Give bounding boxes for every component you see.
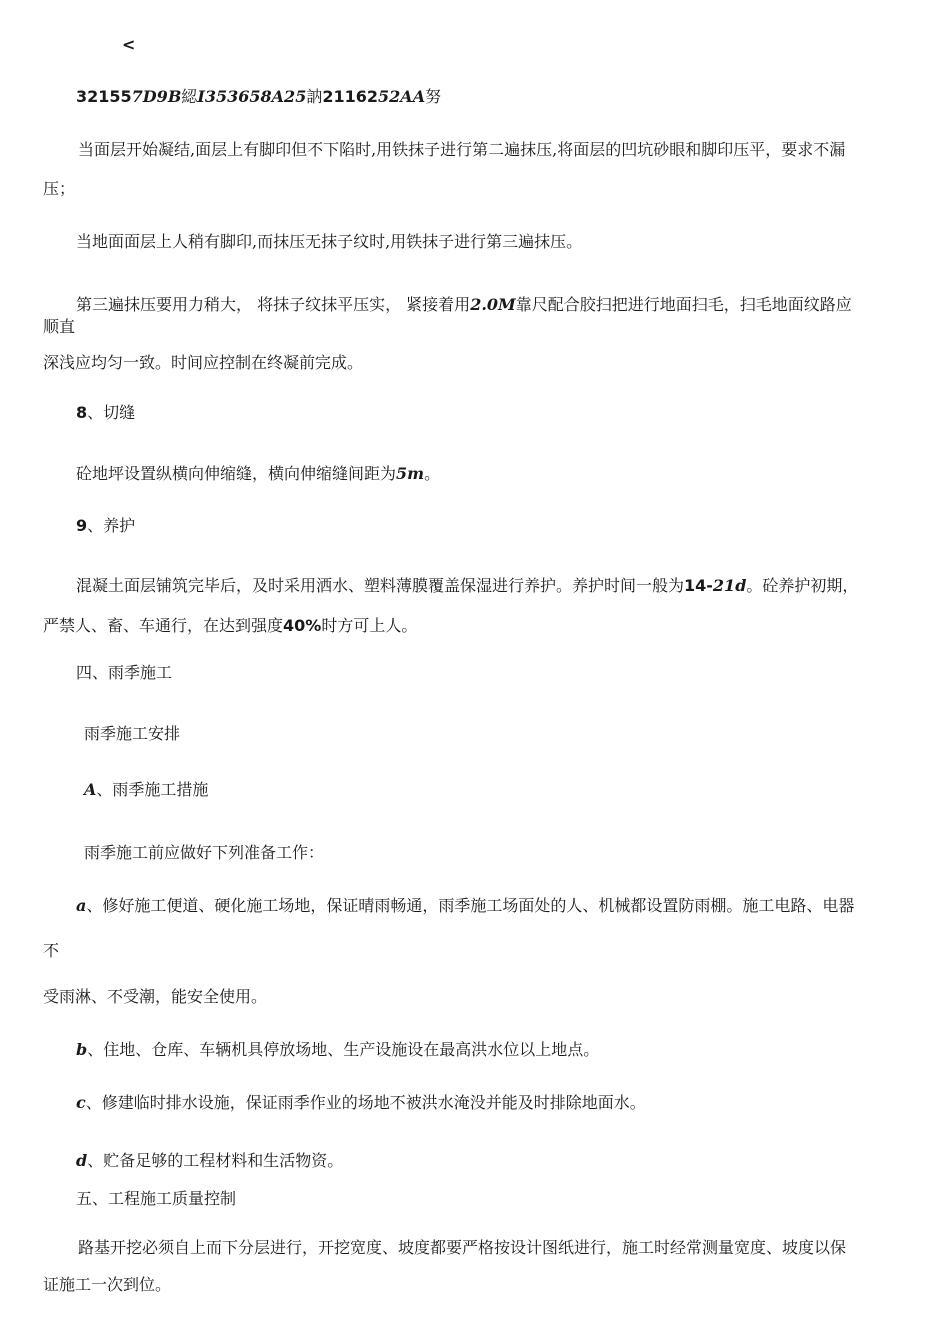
code-part: 努	[425, 87, 442, 106]
paragraph-line: 顺直	[43, 317, 76, 336]
text-run: 。	[424, 464, 441, 483]
code-part: 52AA	[378, 87, 426, 106]
list-marker: a	[76, 896, 87, 915]
paragraph-line: 深浅应均匀一致。时间应控制在终凝前完成。	[43, 353, 364, 372]
heading-letter: A	[84, 780, 97, 799]
paragraph-line	[76, 294, 852, 316]
code-part: 訥	[306, 87, 323, 106]
text-run: 14-	[684, 576, 713, 595]
paragraph-line: 受雨淋、不受潮，能安全使用。	[43, 987, 268, 1006]
paragraph-line: 当地面面层上人稍有脚印,而抹压无抹子纹时,用铁抹子进行第三遍抹压。	[76, 232, 583, 251]
heading-text: 、切缝	[87, 403, 136, 422]
text-run: 混凝土面层铺筑完毕后，及时采用洒水、塑料薄膜覆盖保湿进行养护。养护时间一般为	[76, 576, 685, 595]
subsection-heading	[84, 779, 208, 801]
text-run: 、修好施工便道、硬化施工场地，保证晴雨畅通，雨季施工场面处的人、机械都设置防雨棚。施工电路、电器	[86, 896, 855, 915]
paragraph-line: 当面层开始凝结,面层上有脚印但不下陷时,用铁抹子进行第二遍抹压,将面层的凹坑砂眼和脚印压平，要求不漏	[78, 140, 846, 159]
text-run: 5m	[396, 464, 425, 483]
list-item	[76, 1092, 646, 1114]
section-heading: 五、工程施工质量控制	[76, 1189, 237, 1208]
text-run: 砼地坪设置纵横向伸缩缝，横向伸缩缝间距为	[76, 464, 397, 483]
code-part: 綛	[181, 87, 198, 106]
top-mark: <	[122, 35, 136, 54]
text-run: 、住地、仓库、车辆机具停放场地、生产设施设在最高洪水位以上地点。	[87, 1040, 600, 1059]
paragraph-line	[43, 615, 417, 637]
text-run: 、修建临时排水设施，保证雨季作业的场地不被洪水淹没并能及时排除地面水。	[85, 1093, 646, 1112]
list-marker: b	[76, 1040, 88, 1059]
text-run: 严禁人、畜、车通行，在达到强度	[43, 616, 284, 635]
list-item	[76, 1039, 599, 1061]
code-line	[76, 86, 441, 108]
text-run: 21d	[712, 576, 747, 595]
text-run: 2.0M	[470, 295, 516, 314]
paragraph-line	[76, 463, 440, 485]
heading-text: 、养护	[87, 516, 136, 535]
code-part: I353658A25	[197, 87, 307, 106]
heading-number: 8	[76, 403, 88, 422]
list-item	[76, 1150, 343, 1172]
section-heading	[76, 515, 135, 537]
paragraph-line: 路基开挖必须自上而下分层进行，开挖宽度、坡度都要严格按设计图纸进行，施工时经常测量宽度、坡度以保	[78, 1238, 847, 1257]
text-run: 靠尺配合胶扫把进行地面扫毛，扫毛地面纹路应	[515, 295, 852, 314]
paragraph-line	[76, 575, 858, 597]
heading-text: 、雨季施工措施	[96, 780, 209, 799]
code-part: 21162	[322, 87, 379, 106]
list-marker: d	[76, 1151, 88, 1170]
list-item	[76, 895, 854, 917]
list-marker: c	[76, 1093, 86, 1112]
text-run: 、贮备足够的工程材料和生活物资。	[87, 1151, 344, 1170]
text-run: 时方可上人。	[321, 616, 418, 635]
paragraph-line: 不	[43, 941, 60, 960]
section-heading	[76, 402, 135, 424]
text-run: 40%	[283, 616, 322, 635]
text-run: 。砼养护初期，	[746, 576, 859, 595]
code-part: 7D9B	[131, 87, 182, 106]
code-part: 32155	[76, 87, 132, 106]
paragraph-line: 雨季施工前应做好下列准备工作：	[84, 843, 325, 862]
section-heading: 四、雨季施工	[76, 663, 173, 682]
paragraph-line: 压；	[43, 179, 76, 198]
heading-number: 9	[76, 516, 88, 535]
paragraph-line: 证施工一次到位。	[43, 1275, 172, 1294]
text-run: 第三遍抹压要用力稍大， 将抹子纹抹平压实， 紧接着用	[76, 295, 471, 314]
subsection-heading: 雨季施工安排	[84, 724, 181, 743]
